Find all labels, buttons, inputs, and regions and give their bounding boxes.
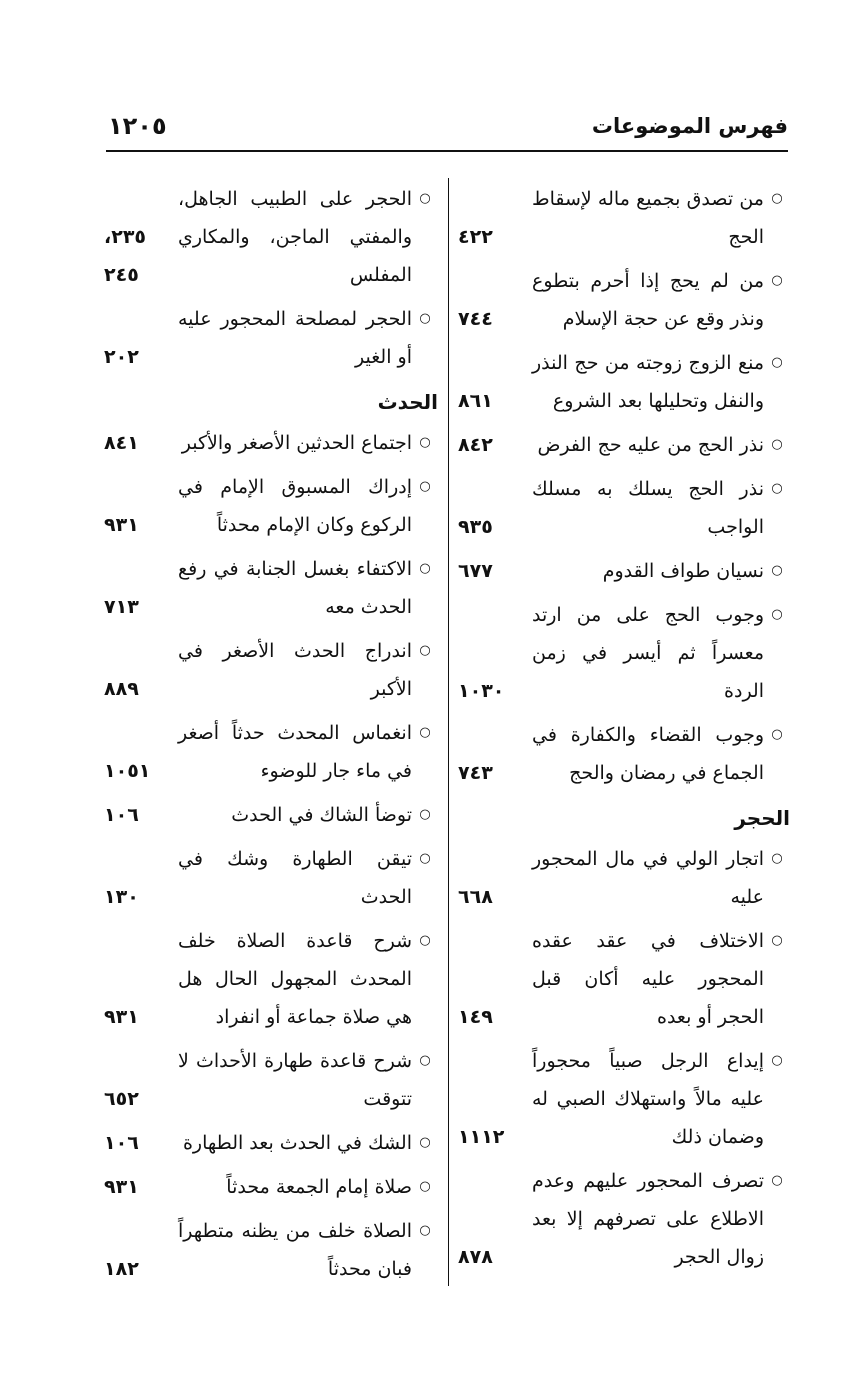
bullet-icon: ○ [771, 1053, 783, 1068]
entry-text: منع الزوج زوجته من حج النذر والنفل وتحليلها بعد الشروع [532, 352, 764, 412]
entry-page-number: ١٠٦ [104, 1132, 139, 1154]
entry-page-number: ١٣٠ [104, 886, 139, 908]
section-heading: الحجر [734, 806, 790, 830]
entry-text: تصرف المحجور عليهم وعدم الاطلاع على تصرفهم إلا بعد زوال الحجر [532, 1170, 764, 1268]
entry-text: الحجر على الطبيب الجاهل، والمفتي الماجن، والمكاري المفلس [178, 188, 412, 286]
running-title: فهرس الموضوعات [591, 114, 788, 138]
bullet-icon: ○ [771, 191, 783, 206]
bullet-icon: ○ [419, 311, 431, 326]
bullet-icon: ○ [771, 607, 783, 622]
bullet-icon: ○ [419, 1179, 431, 1194]
entry-text: الحجر لمصلحة المحجور عليه أو الغير [178, 308, 412, 368]
index-entry [458, 596, 790, 710]
entry-text: من لم يحج إذا أحرم بتطوع ونذر وقع عن حجة الإسلام [532, 270, 764, 330]
entry-page-number: ٧٤٣ [458, 762, 493, 784]
bullet-icon: ○ [771, 437, 783, 452]
bullet-icon: ○ [419, 1135, 431, 1150]
bullet-icon: ○ [419, 725, 431, 740]
entry-page-number: ٢٣٥، ٢٤٥ [104, 226, 147, 286]
header-rule [106, 150, 788, 152]
entry-text: الصلاة خلف من يظنه متطهراً فبان محدثاً [178, 1220, 412, 1280]
bullet-icon: ○ [419, 851, 431, 866]
bullet-icon: ○ [419, 933, 431, 948]
entry-text: الشك في الحدث بعد الطهارة [182, 1132, 412, 1154]
entry-page-number: ٨٤٢ [458, 434, 493, 456]
index-entry [458, 716, 790, 792]
bullet-icon: ○ [419, 1223, 431, 1238]
entry-text: نسيان طواف القدوم [602, 560, 764, 582]
entry-page-number: ٦٦٨ [458, 886, 493, 908]
entry-page-number: ٧١٣ [104, 596, 139, 618]
entry-page-number: ٤٢٢ [458, 226, 493, 248]
index-entry [104, 300, 438, 376]
entry-page-number: ٢٠٢ [104, 346, 139, 368]
entry-text: شرح قاعدة الصلاة خلف المحدث المجهول الحال هل هي صلاة جماعة أو انفراد [178, 930, 412, 1028]
entry-page-number: ١١١٢ [458, 1126, 505, 1148]
bullet-icon: ○ [771, 1173, 783, 1188]
entry-page-number: ٦٧٧ [458, 560, 493, 582]
index-entry [458, 922, 790, 1036]
bullet-icon: ○ [419, 807, 431, 822]
bullet-icon: ○ [771, 933, 783, 948]
index-entry [104, 1168, 438, 1206]
entry-page-number: ٩٣١ [104, 514, 139, 536]
index-entry [458, 840, 790, 916]
bullet-icon: ○ [419, 643, 431, 658]
entry-page-number: ٩٣١ [104, 1006, 139, 1028]
index-column-left [104, 180, 438, 1290]
index-column-right [458, 180, 790, 1290]
entry-page-number: ٩٣٥ [458, 516, 493, 538]
entry-page-number: ٧٤٤ [458, 308, 493, 330]
index-entry [104, 424, 438, 462]
index-entry [458, 426, 790, 464]
bullet-icon: ○ [419, 1053, 431, 1068]
entry-page-number: ٨٤١ [104, 432, 139, 454]
index-entry [104, 468, 438, 544]
entry-text: نذر الحج من عليه حج الفرض [537, 434, 764, 456]
entry-text: الاختلاف في عقد عقده المحجور عليه أكان قبل الحجر أو بعده [532, 930, 764, 1028]
entry-text: نذر الحج يسلك به مسلك الواجب [532, 478, 764, 538]
index-entry [104, 1212, 438, 1288]
index-entry [458, 344, 790, 420]
entry-page-number: ٨٧٨ [458, 1246, 493, 1268]
entry-text: انغماس المحدث حدثاً أصغر في ماء جار للوضوء [178, 722, 412, 782]
bullet-icon: ○ [771, 851, 783, 866]
index-entry [104, 632, 438, 708]
bullet-icon: ○ [771, 727, 783, 742]
entry-page-number: ١٨٢ [104, 1258, 139, 1280]
index-entry [458, 180, 790, 256]
entry-page-number: ١٠٣٠ [458, 680, 505, 702]
bullet-icon: ○ [771, 273, 783, 288]
page-number: ١٢٠٥ [108, 112, 167, 140]
index-entry [104, 550, 438, 626]
index-entry [104, 840, 438, 916]
bullet-icon: ○ [419, 561, 431, 576]
index-entry [104, 714, 438, 790]
index-entry [458, 1042, 790, 1156]
index-entry [458, 552, 790, 590]
column-divider [448, 178, 449, 1286]
entry-text: تيقن الطهارة وشك في الحدث [178, 848, 412, 908]
bullet-icon: ○ [771, 355, 783, 370]
bullet-icon: ○ [419, 479, 431, 494]
bullet-icon: ○ [771, 481, 783, 496]
index-entry [104, 922, 438, 1036]
entry-text: اجتماع الحدثين الأصغر والأكبر [181, 432, 412, 454]
index-entry [104, 1042, 438, 1118]
index-entry [458, 262, 790, 338]
entry-page-number: ١٤٩ [458, 1006, 493, 1028]
entry-text: إيداع الرجل صبياً محجوراً عليه مالاً واستهلاك الصبي له وضمان ذلك [532, 1050, 764, 1148]
index-entry [458, 1162, 790, 1276]
entry-text: وجوب القضاء والكفارة في الجماع في رمضان والحج [532, 724, 764, 784]
index-entry [104, 796, 438, 834]
entry-text: إدراك المسبوق الإمام في الركوع وكان الإمام محدثاً [178, 476, 412, 536]
entry-text: من تصدق بجميع ماله لإسقاط الحج [532, 188, 764, 248]
entry-text: اندراج الحدث الأصغر في الأكبر [178, 640, 412, 700]
entry-page-number: ٩٣١ [104, 1176, 139, 1198]
bullet-icon: ○ [419, 435, 431, 450]
entry-page-number: ١٠٥١ [104, 760, 151, 782]
bullet-icon: ○ [771, 563, 783, 578]
index-entry [104, 1124, 438, 1162]
entry-text: صلاة إمام الجمعة محدثاً [226, 1176, 412, 1198]
entry-page-number: ١٠٦ [104, 804, 139, 826]
entry-text: الاكتفاء بغسل الجنابة في رفع الحدث معه [178, 558, 412, 618]
entry-text: وجوب الحج على من ارتد معسراً ثم أيسر في زمن الردة [532, 604, 764, 702]
index-entry [104, 180, 438, 294]
entry-page-number: ٨٦١ [458, 390, 493, 412]
entry-page-number: ٦٥٢ [104, 1088, 139, 1110]
page-header [108, 108, 788, 144]
entry-text: توضأ الشاك في الحدث [231, 804, 412, 826]
entry-text: شرح قاعدة طهارة الأحداث لا تتوقت [178, 1050, 412, 1110]
bullet-icon: ○ [419, 191, 431, 206]
entry-text: اتجار الولي في مال المحجور عليه [532, 848, 764, 908]
section-heading: الحدث [377, 390, 438, 414]
index-entry [458, 470, 790, 546]
entry-page-number: ٨٨٩ [104, 678, 139, 700]
